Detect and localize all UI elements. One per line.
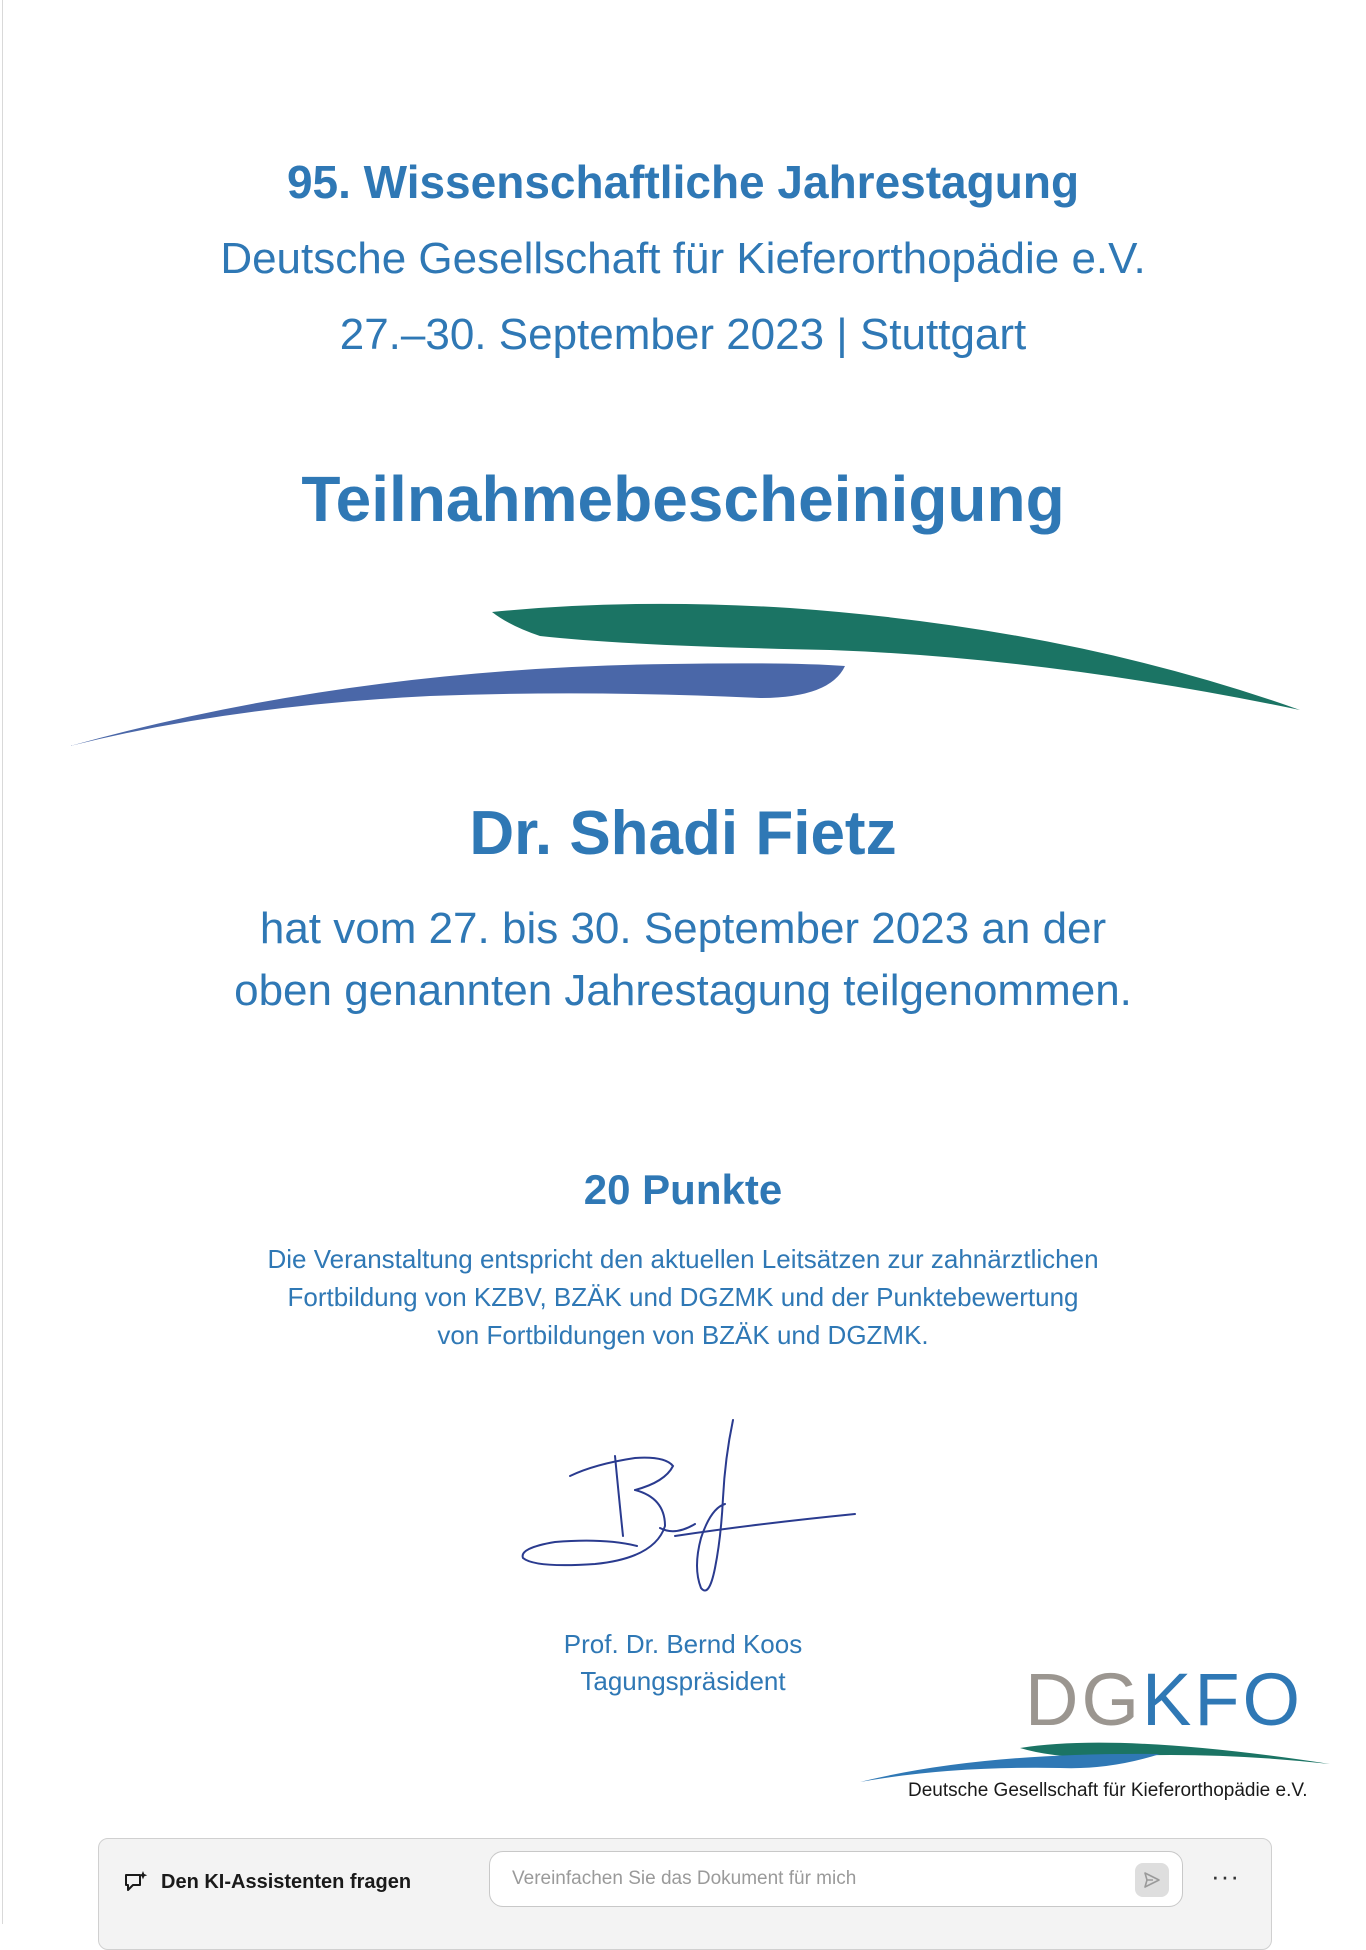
swoosh-blue	[70, 663, 845, 746]
ai-prompt-input[interactable]	[489, 1851, 1183, 1907]
ai-assistant-bar	[98, 1838, 1272, 1950]
swoosh-green	[492, 604, 1300, 710]
points-description	[0, 1240, 1366, 1354]
statement-line: hat vom 27. bis 30. September 2023 an der	[259, 904, 1107, 953]
statement-line: oben genannten Jahrestagung teilgenommen.	[234, 966, 1132, 1015]
points-description-line: Fortbildung von KZBV, BZÄK und DGZMK und der Punktebewertung	[287, 1282, 1079, 1312]
organization-name: Deutsche Gesellschaft für Kieferorthopädie e.V.	[220, 234, 1146, 283]
points-description-line: von Fortbildungen von BZÄK und DGZMK.	[437, 1320, 929, 1350]
decorative-swoosh	[70, 598, 1300, 758]
conference-title: 95. Wissenschaftliche Jahrestagung	[286, 156, 1080, 208]
points-description-line: Die Veranstaltung entspricht den aktuellen Leitsätzen zur zahnärztlichen	[267, 1244, 1099, 1274]
dgkfo-logo	[860, 1660, 1340, 1810]
ai-assistant-label[interactable]	[123, 1869, 411, 1895]
send-icon	[1142, 1870, 1162, 1890]
signer-name: Prof. Dr. Bernd Koos	[563, 1629, 803, 1659]
certificate-title: Teilnahmebescheinigung	[301, 463, 1065, 535]
ai-assistant-label-text: Den KI-Assistenten fragen	[161, 1870, 412, 1893]
send-button[interactable]	[1135, 1863, 1169, 1897]
ai-chat-sparkle-icon	[123, 1869, 149, 1895]
points-value: 20 Punkte	[583, 1166, 783, 1213]
participation-statement	[0, 898, 1366, 1022]
logo-subtitle: Deutsche Gesellschaft für Kieferorthopädie e.V.	[908, 1780, 1308, 1801]
signer-role: Tagungspräsident	[580, 1666, 786, 1696]
logo-letters	[1025, 1660, 1303, 1740]
handwritten-signature	[515, 1418, 875, 1608]
logo-letters-blue: KFO	[1142, 1658, 1304, 1741]
more-options-button[interactable]: ···	[1211, 1861, 1240, 1891]
logo-letters-gray: DG	[1025, 1658, 1142, 1741]
date-location: 27.–30. September 2023 | Stuttgart	[339, 310, 1027, 359]
participant-name: Dr. Shadi Fietz	[469, 799, 897, 868]
